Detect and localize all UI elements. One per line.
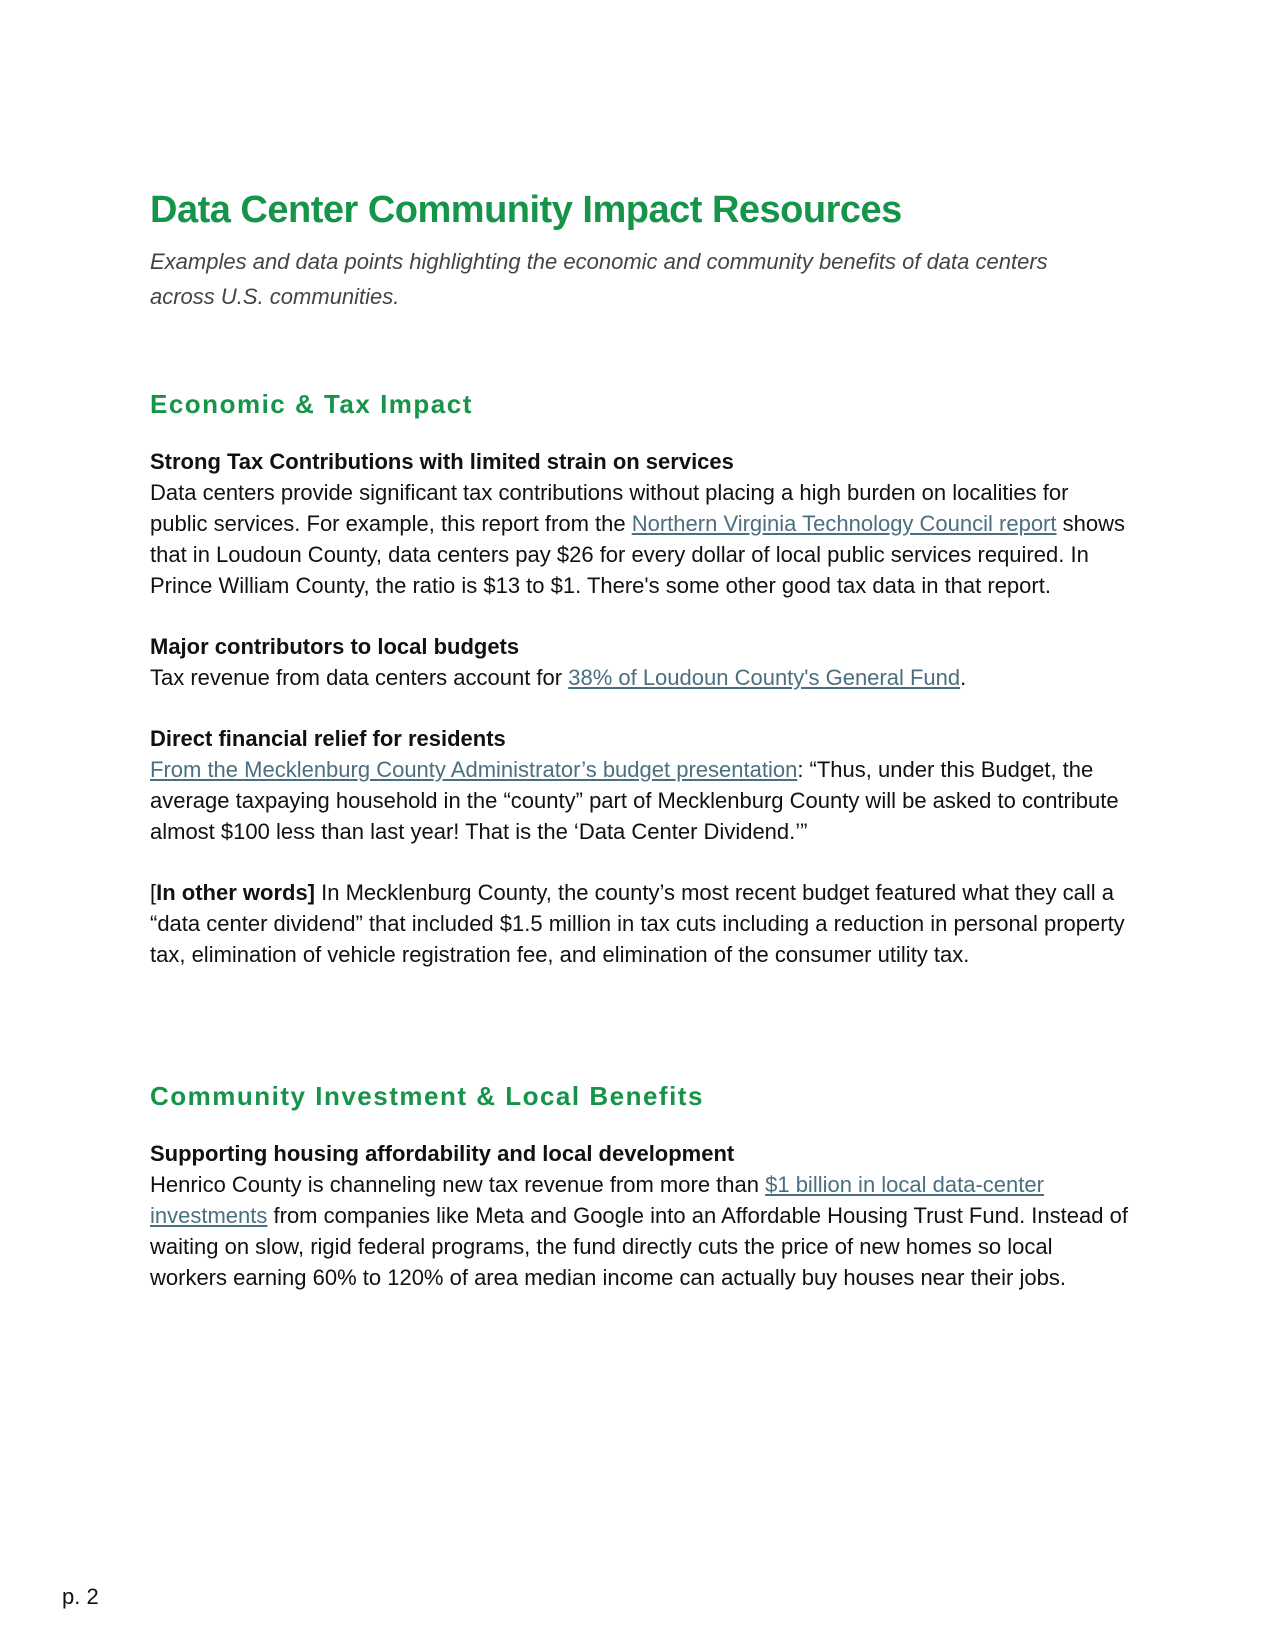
document-page [150, 186, 1130, 1293]
section-heading: Economic & Tax Impact [150, 389, 473, 419]
nvtc-report-link[interactable]: Northern Virginia Technology Council report [631, 511, 1057, 536]
item-direct-financial-relief [150, 723, 1130, 847]
item-body [150, 877, 1130, 970]
bold-lead: In other words] [156, 880, 316, 905]
mecklenburg-budget-link[interactable]: From the Mecklenburg County Administrator’s budget presentation [150, 757, 798, 782]
bracket-text: [ [150, 880, 157, 905]
item-title: Major contributors to local budgets [150, 634, 520, 659]
body-text: Data centers provide significant tax contributions without placing a high burden on localities for public services. For example, this report from the [150, 480, 1069, 536]
item-title: Direct financial relief for residents [150, 726, 506, 751]
body-text: Henrico County is channeling new tax revenue from more than [150, 1172, 766, 1197]
item-body [150, 1169, 1130, 1293]
page-title: Data Center Community Impact Resources [150, 189, 902, 231]
item-body [150, 662, 1130, 693]
section-economic-tax-impact [150, 386, 1130, 970]
page-subtitle: Examples and data points highlighting the economic and community benefits of data centers across U.S. communities. [150, 249, 1048, 309]
body-text: from companies like Meta and Google into an Affordable Housing Trust Fund. Instead of waiting on slow, rigid federal programs, the fund directly cuts the price of new homes so local workers earning 60% to 120% of area median income can actually buy houses near their jobs. [150, 1203, 1128, 1290]
body-text: Tax revenue from data centers account for [150, 665, 569, 690]
item-body [150, 754, 1130, 847]
body-text: In Mecklenburg County, the county’s most recent budget featured what they call a “data center dividend” that included $1.5 million in tax cuts including a reduction in personal property tax, elimination of vehicle registration fee, and elimination of the consumer utility tax. [150, 880, 1125, 967]
body-text: . [960, 665, 967, 690]
item-major-contributors [150, 631, 1130, 693]
loudoun-general-fund-link[interactable]: 38% of Loudoun County's General Fund [568, 665, 961, 690]
item-housing-affordability [150, 1138, 1130, 1293]
body-text: : “Thus, under this Budget, the average taxpaying household in the “county” part of Mecklenburg County will be asked to contribute almost $100 less than last year! That is the ‘Data Center Dividend.’” [150, 757, 1119, 844]
body-text: shows that in Loudoun County, data centers pay $26 for every dollar of local public services required. In Prince William County, the ratio is $13 to $1. There's some other good tax data in that report. [150, 511, 1125, 598]
page-number: p. 2 [62, 1584, 99, 1609]
item-title: Strong Tax Contributions with limited strain on services [150, 449, 734, 474]
section-community-investment [150, 1078, 1130, 1293]
item-in-other-words [150, 877, 1130, 970]
item-strong-tax-contributions [150, 446, 1130, 601]
item-title: Supporting housing affordability and local development [150, 1141, 735, 1166]
section-heading: Community Investment & Local Benefits [150, 1081, 704, 1111]
henrico-investments-link[interactable]: $1 billion in local data-center investments [150, 1172, 1044, 1228]
item-body [150, 477, 1130, 601]
